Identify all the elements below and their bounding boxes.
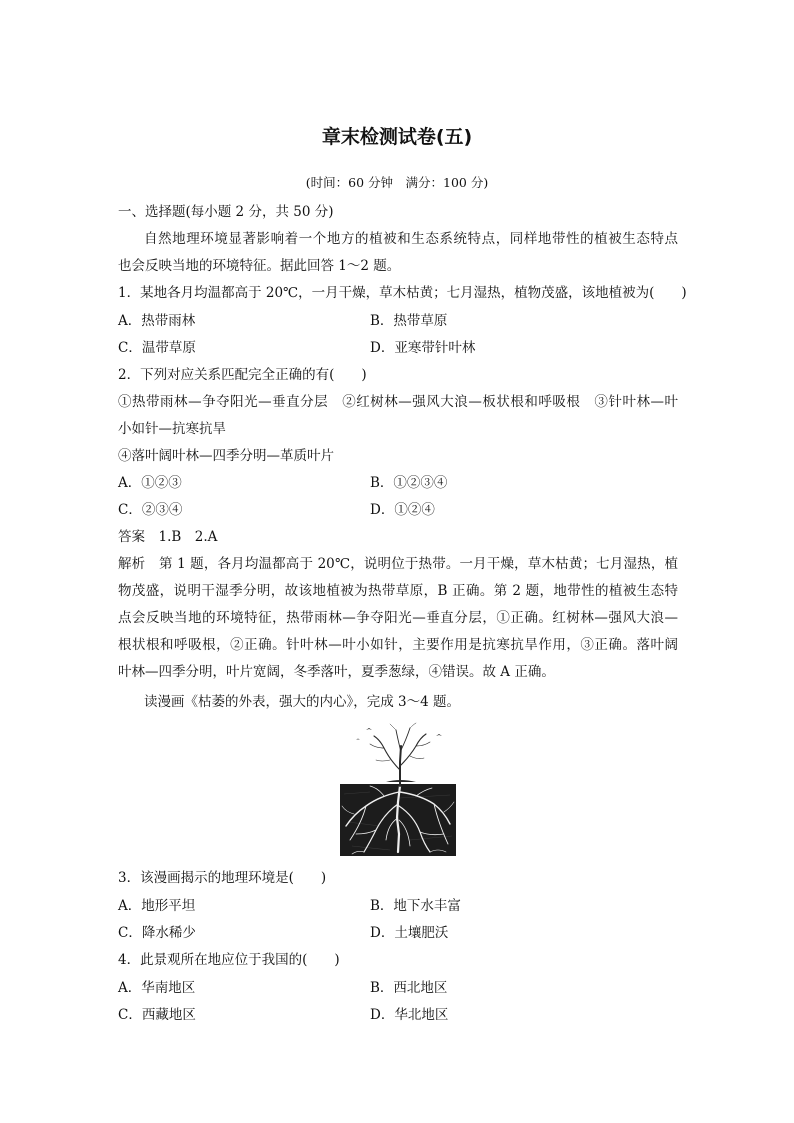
question-2-stem: 2．下列对应关系匹配完全正确的有( ) — [118, 367, 367, 383]
analysis-line: 点会反映当地的环境特征，热带雨林—争夺阳光—垂直分层，①正确。红树林—强风大浪— — [118, 610, 678, 626]
q2-option-b: B．①②③④ — [370, 475, 448, 491]
q3-option-a: A．地形平坦 — [118, 898, 196, 914]
q2-statement-line: ①热带雨林—争夺阳光—垂直分层 ②红树林—强风大浪—板状根和呼吸根 ③针叶林—叶 — [118, 394, 678, 410]
q1-option-d: D．亚寒带针叶林 — [370, 340, 476, 356]
cartoon-withered-tree-roots — [340, 722, 456, 856]
q4-option-c: C．西藏地区 — [118, 1007, 196, 1023]
q1-option-a: A．热带雨林 — [118, 313, 196, 329]
analysis-line: 物茂盛，说明干湿季分明，故该地植被为热带草原，B 正确。第 2 题，地带性的植被生态特 — [118, 583, 678, 599]
q2-statement-line: ④落叶阔叶林—四季分明—革质叶片 — [118, 448, 334, 464]
intro-paragraph-2: 读漫画《枯萎的外表，强大的内心》，完成 3～4 题。 — [144, 694, 461, 710]
analysis-line: 叶林—四季分明，叶片宽阔，冬季落叶，夏季葱绿，④错误。故 A 正确。 — [118, 664, 555, 680]
intro-paragraph-line: 自然地理环境显著影响着一个地方的植被和生态系统特点，同样地带性的植被生态特点 — [144, 231, 678, 247]
q3-option-d: D．土壤肥沃 — [370, 925, 449, 941]
page-title: 章末检测试卷(五) — [321, 126, 473, 148]
exam-time-score: (时间：60 分钟 满分：100 分) — [305, 175, 489, 190]
section-heading: 一、选择题(每小题 2 分，共 50 分) — [118, 204, 334, 220]
question-1-stem: 1．某地各月均温都高于 20℃，一月干燥，草木枯黄；七月湿热，植物茂盛，该地植被为( ) — [118, 285, 687, 301]
q4-option-b: B．西北地区 — [370, 980, 448, 996]
q3-option-b: B．地下水丰富 — [370, 898, 461, 914]
intro-paragraph-line: 也会反映当地的环境特征。据此回答 1～2 题。 — [118, 258, 401, 274]
q1-option-c: C．温带草原 — [118, 340, 196, 356]
analysis-line: 解析 第 1 题，各月均温都高于 20℃，说明位于热带。一月干燥，草木枯黄；七月湿热，植 — [118, 556, 678, 572]
answer-line: 答案 1.B 2.A — [118, 529, 218, 545]
q4-option-a: A．华南地区 — [118, 980, 196, 996]
q2-option-d: D．①②④ — [370, 502, 435, 518]
analysis-line: 根状根和呼吸根，②正确。针叶林—叶小如针，主要作用是抗寒抗旱作用，③正确。落叶阔 — [118, 637, 678, 653]
q2-statement-line: 小如针—抗寒抗旱 — [118, 421, 226, 437]
q4-option-d: D．华北地区 — [370, 1007, 449, 1023]
q2-option-c: C．②③④ — [118, 502, 183, 518]
q1-option-b: B．热带草原 — [370, 313, 448, 329]
question-3-stem: 3．该漫画揭示的地理环境是( ) — [118, 870, 327, 886]
q2-option-a: A．①②③ — [118, 475, 182, 491]
question-4-stem: 4．此景观所在地应位于我国的( ) — [118, 952, 340, 968]
q3-option-c: C．降水稀少 — [118, 925, 196, 941]
